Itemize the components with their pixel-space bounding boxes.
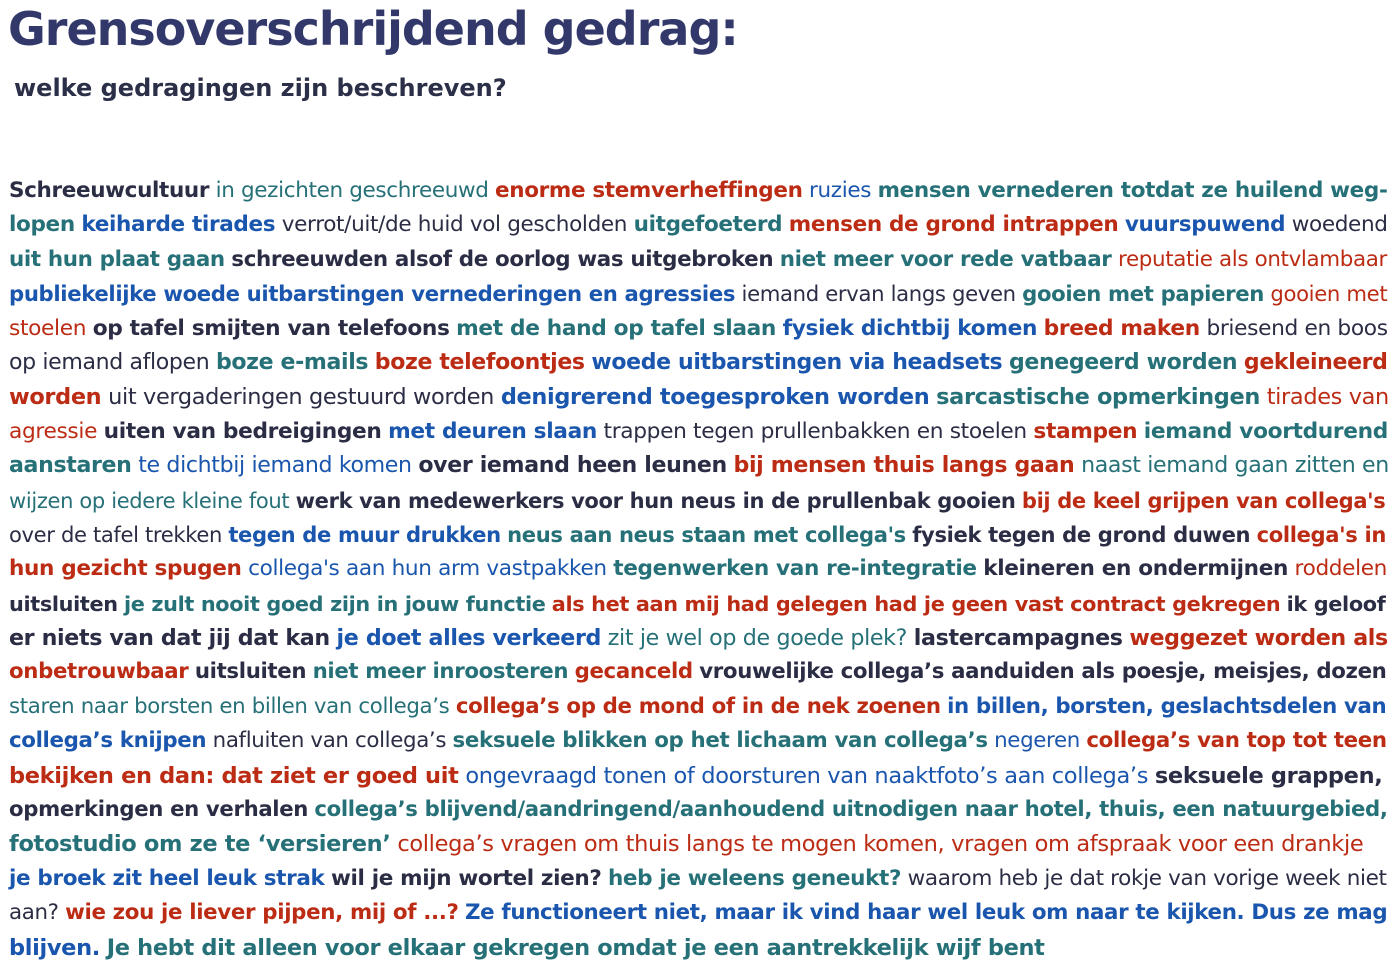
phrase-line [9,931,1393,965]
behavior-phrase: collega’s vragen om thuis langs te mogen komen, vragen om afspraak voor een drankje [397,831,1364,858]
behavior-phrase: gooien met [1270,281,1388,307]
phrase-line [9,208,1393,242]
behavior-phrase: op tafel smijten van telefoons [92,315,450,341]
behavior-phrase: opmerkingen en verhalen [9,797,309,823]
behavior-phrase: wil je mijn wortel zien? [331,865,602,891]
behavior-phrase: werk van medewerkers voor hun neus in de prullenbak gooien [295,487,1016,513]
behavior-phrase: fysiek dichtbij komen [782,315,1038,341]
phrase-line [9,243,1393,277]
behavior-phrase: woede uitbarstingen via headsets [591,349,1003,375]
behavior-phrase: boze e-mails [215,349,369,375]
phrase-line [9,277,1393,311]
behavior-phrase: stampen [1033,418,1138,444]
behavior-phrase: woedend [1291,212,1388,238]
phrase-line [9,312,1393,346]
behavior-phrase: worden [9,384,102,411]
phrase-line [9,415,1393,449]
page-title: Grensoverschrijdend gedrag: [8,2,738,56]
behavior-phrase: staren naar borsten en billen van collega’s [9,693,450,719]
phrase-line [9,759,1393,793]
behavior-phrase: wie zou je liever pijpen, mij of ...? [65,900,459,926]
behavior-phrase: mensen vernederen totdat ze huilend weg- [877,178,1388,203]
behavior-phrase: naast iemand gaan zitten en [1081,453,1389,479]
behavior-phrase: breed maken [1043,315,1200,341]
behavior-phrase: waarom heb je dat rokje van vorige week niet [907,865,1387,891]
behavior-phrase: vrouwelijke collega’s aanduiden als poesje, meisjes, dozen [699,659,1387,685]
behavior-phrase: bij mensen thuis langs gaan [733,453,1075,479]
behavior-phrase: er niets van dat jij dat kan [9,625,330,652]
phrase-line [9,174,1393,208]
behavior-phrase: uitsluiten [9,591,118,616]
behavior-phrase: schreeuwden alsof de oorlog was uitgebroken [231,246,774,272]
behavior-phrase: lastercampagnes [913,625,1123,652]
phrase-line [9,587,1393,621]
behavior-phrase: Ze functioneert niet, maar ik vind haar wel leuk om naar te kijken. Dus ze mag [465,900,1388,926]
behavior-phrase: gekleineerd [1243,349,1388,375]
behavior-phrase: stoelen [9,315,87,341]
phrase-line [9,484,1393,518]
behavior-phrase: vuurspuwend [1124,212,1286,238]
behavior-phrase: Schreeuwcultuur [9,178,210,203]
behavior-phrase: mensen de grond intrappen [788,212,1119,238]
behavior-phrase: collega’s op de mond of in de nek zoenen [455,693,941,719]
behavior-phrase: genegeerd worden [1008,349,1238,375]
behavior-phrase: sarcastische opmerkingen [936,384,1260,411]
behavior-phrase: lopen [9,212,75,238]
behavior-word-cloud [9,174,1393,965]
phrase-line [9,896,1393,930]
phrase-line [9,449,1393,483]
behavior-phrase: zit je wel op de goede plek? [607,625,908,652]
behavior-phrase: negeren [994,728,1080,754]
behavior-phrase: publiekelijke woede uitbarstingen vernederingen en agressies [9,281,736,307]
behavior-phrase: als het aan mij had gelegen had je geen vast contract gekregen [551,591,1281,616]
behavior-phrase: seksuele blikken op het lichaam van collega’s [452,728,988,754]
behavior-phrase: uiten van bedreigingen [103,418,382,444]
behavior-phrase: enorme stemverheffingen [495,178,803,203]
behavior-phrase: ongevraagd tonen of doorsturen van naaktfoto’s aan collega’s [465,762,1149,789]
behavior-phrase: collega’s van top tot teen [1086,728,1387,754]
behavior-phrase: tegenwerken van re-integratie [613,556,977,582]
behavior-phrase: niet meer inroosteren [312,659,569,685]
behavior-phrase: Je hebt dit alleen voor elkaar gekregen omdat je een aantrekkelijk wijf bent [106,934,1045,961]
behavior-phrase: collega's in [1256,521,1386,547]
behavior-phrase: bekijken en dan: dat ziet er goed uit [9,762,459,789]
phrase-line [9,621,1393,655]
behavior-phrase: wijzen op iedere kleine fout [9,487,290,513]
behavior-phrase: met deuren slaan [388,418,597,444]
behavior-phrase: fysiek tegen de grond duwen [912,521,1251,547]
behavior-phrase: blijven. [9,934,100,961]
behavior-phrase: met de hand op tafel slaan [456,315,777,341]
behavior-phrase: uitgefoeterd [633,212,783,238]
phrase-line [9,552,1393,586]
behavior-phrase: neus aan neus staan met collega's [507,521,906,547]
behavior-phrase: collega’s knijpen [9,728,207,754]
behavior-phrase: boze telefoontjes [374,349,585,375]
behavior-phrase: over iemand heen leunen [418,453,727,479]
behavior-phrase: uit hun plaat gaan [9,246,225,272]
behavior-phrase: reputatie als ontvlambaar [1117,246,1388,272]
behavior-phrase: aanstaren [9,453,132,479]
phrase-line [9,827,1393,861]
behavior-phrase: ik geloof [1286,591,1386,616]
phrase-line [9,518,1393,552]
behavior-phrase: kleineren en ondermijnen [983,556,1289,582]
behavior-phrase: in gezichten geschreeuwd [215,178,489,203]
behavior-phrase: keiharde tirades [81,212,276,238]
behavior-phrase: tegen de muur drukken [228,521,501,547]
behavior-phrase: onbetrouwbaar [9,659,189,685]
behavior-phrase: iemand voortdurend [1143,418,1388,444]
phrase-line [9,724,1393,758]
behavior-phrase: hun gezicht spugen [9,556,242,582]
behavior-phrase: bij de keel grijpen van collega's [1021,487,1386,513]
behavior-phrase: denigrerend toegesproken worden [500,384,930,411]
behavior-phrase: op iemand aflopen [9,349,210,375]
behavior-phrase: tirades van [1266,384,1389,411]
behavior-phrase: aan? [9,900,59,926]
phrase-line [9,346,1393,380]
behavior-phrase: fotostudio om ze te ‘versieren’ [9,831,391,858]
behavior-phrase: verrot/uit/de huid vol gescholden [281,212,628,238]
behavior-phrase: nafluiten van collega’s [212,728,447,754]
behavior-phrase: briesend en boos [1206,315,1388,341]
behavior-phrase: uitsluiten [194,659,307,685]
behavior-phrase: collega's aan hun arm vastpakken [248,556,607,582]
behavior-phrase: uit vergaderingen gestuurd worden [108,384,495,411]
behavior-phrase: in billen, borsten, geslachtsdelen van [947,693,1387,719]
behavior-phrase: je doet alles verkeerd [336,625,602,652]
behavior-phrase: iemand ervan langs geven [741,281,1016,307]
behavior-phrase: te dichtbij iemand komen [138,453,412,479]
behavior-phrase: trappen tegen prullenbakken en stoelen [603,418,1027,444]
behavior-phrase: niet meer voor rede vatbaar [779,246,1112,272]
behavior-phrase: agressie [9,418,98,444]
phrase-line [9,862,1393,896]
behavior-phrase: gecanceld [574,659,693,685]
behavior-phrase: collega’s blijvend/aandringend/aanhoudend uitnodigen naar hotel, thuis, een natuurgebied, [314,797,1388,823]
page-subtitle: welke gedragingen zijn beschreven? [14,74,507,102]
phrase-line [9,793,1393,827]
behavior-phrase: over de tafel trekken [9,521,222,547]
behavior-phrase: je zult nooit goed zijn in jouw functie [123,591,546,616]
behavior-phrase: heb je weleens geneukt? [607,865,902,891]
behavior-phrase: seksuele grappen, [1154,762,1383,789]
behavior-phrase: je broek zit heel leuk strak [9,865,325,891]
phrase-line [9,690,1393,724]
behavior-phrase: roddelen [1294,556,1388,582]
behavior-phrase: ruzies [809,178,872,203]
phrase-line [9,380,1393,414]
behavior-phrase: weggezet worden als [1129,625,1388,652]
behavior-phrase: gooien met papieren [1022,281,1264,307]
phrase-line [9,655,1393,689]
